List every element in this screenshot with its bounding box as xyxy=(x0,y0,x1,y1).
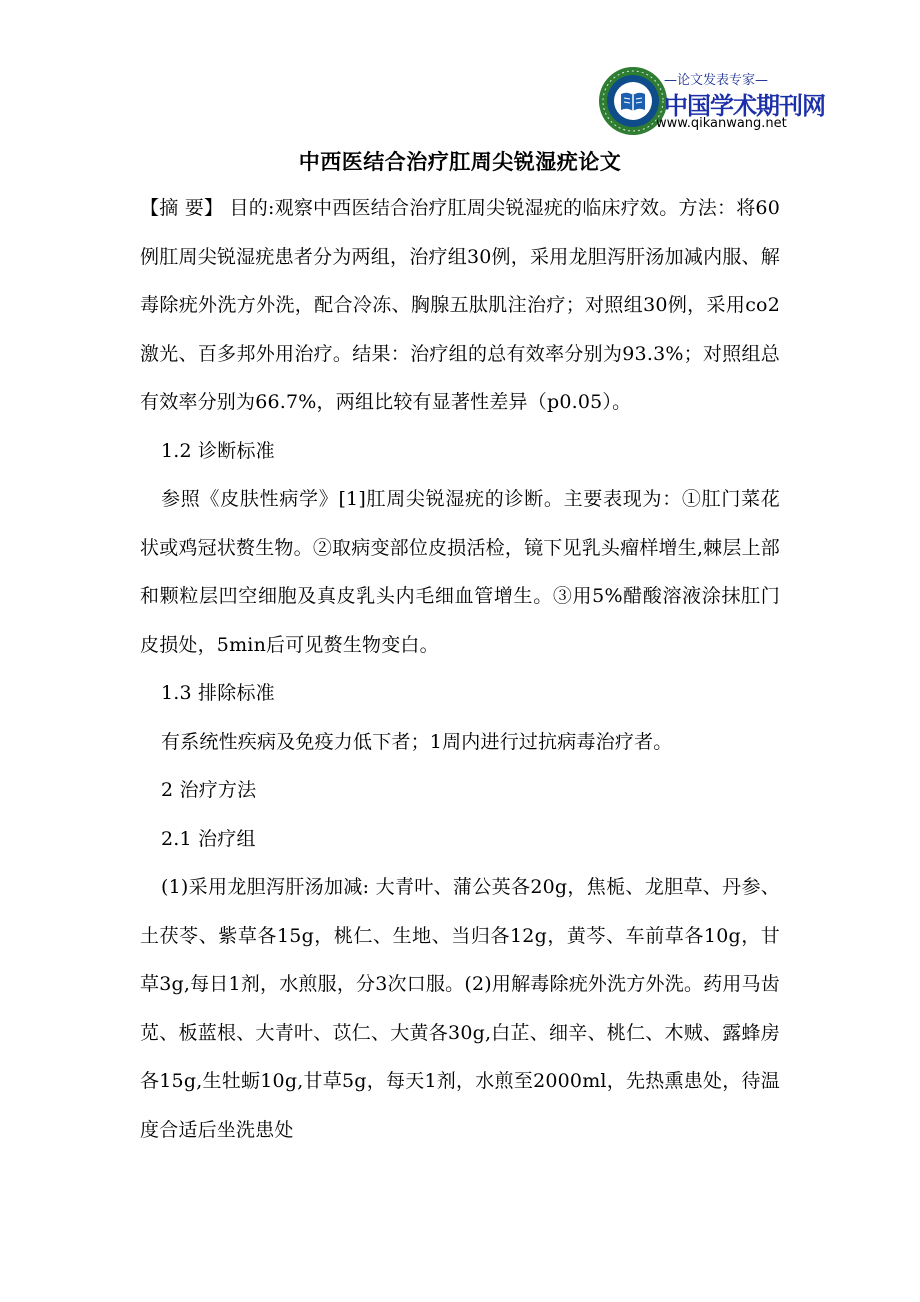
section-heading: 2.1 治疗组 xyxy=(161,827,256,850)
section-heading: 1.3 排除标准 xyxy=(161,682,275,704)
body-paragraph: 有系统性疾病及免疫力低下者；1周内进行过抗病毒治疗者。 xyxy=(161,730,673,753)
logo-tagline: —论文发表专家— xyxy=(664,73,769,88)
body-paragraph: 参照《皮肤性病学》[1]肛周尖锐湿疣的诊断。主要表现为：①肛门菜花状或鸡冠状赘生物。②取病变部位皮损活检，镜下见乳头瘤样增生,棘层上部和颗粒层凹空细胞及真皮乳头内毛细血管增生。③用5%醋酸溶液涂抹肛门皮损处，5min后可见赘生物变白。 xyxy=(140,488,780,656)
logo-url: www.qikanwang.net xyxy=(656,116,787,131)
section-heading: 1.2 诊断标准 xyxy=(161,439,275,462)
site-logo xyxy=(598,66,825,142)
logo-name: 中国学术期刊网 xyxy=(664,92,825,120)
document-title: 中西医结合治疗肛周尖锐湿疣论文 xyxy=(298,150,622,174)
section-heading: 2 治疗方法 xyxy=(161,779,257,801)
abstract-paragraph: 【摘 要】 目的:观察中西医结合治疗肛周尖锐湿疣的临床疗效。方法：将60例肛周尖锐湿疣患者分为两组，治疗组30例，采用龙胆泻肝汤加减内服、解毒除疣外洗方外洗，配合冷冻、胸腺五肽肌注治疗；对照组30例，采用co2激光、百多邦外用治疗。结果：治疗组的总有效率分别为93.3%；对照组总有效率分别为66.7%，两组比较有显著性差异（p0.05）。 xyxy=(140,197,780,413)
document-body xyxy=(140,184,780,1154)
body-paragraph: (1)采用龙胆泻肝汤加减: 大青叶、蒲公英各20g，焦栀、龙胆草、丹参、土茯苓、紫草各15g，桃仁、生地、当归各12g，黄芩、车前草各10g，甘草3g,每日1剂，水煎服，分3次口服。(2)用解毒除疣外洗方外洗。药用马齿苋、板蓝根、大青叶、苡仁、大黄各30g,白芷、细辛、桃仁、木贼、露蜂房各15g,生牡蛎10g,甘草5g，每天1剂，水煎至2000ml，先热熏患处，待温度合适后坐洗患处 xyxy=(140,876,780,1141)
